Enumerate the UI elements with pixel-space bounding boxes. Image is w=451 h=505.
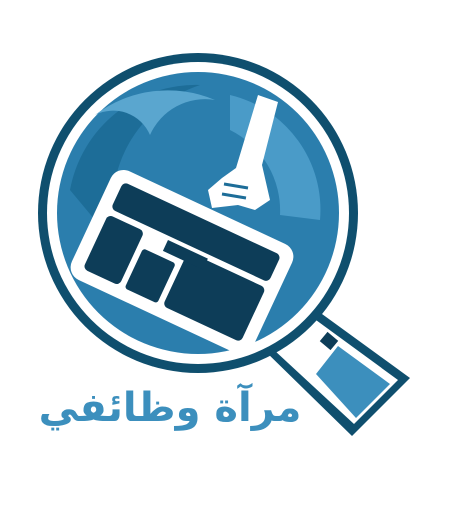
brand-name: مرآة وظائفي xyxy=(38,385,302,431)
